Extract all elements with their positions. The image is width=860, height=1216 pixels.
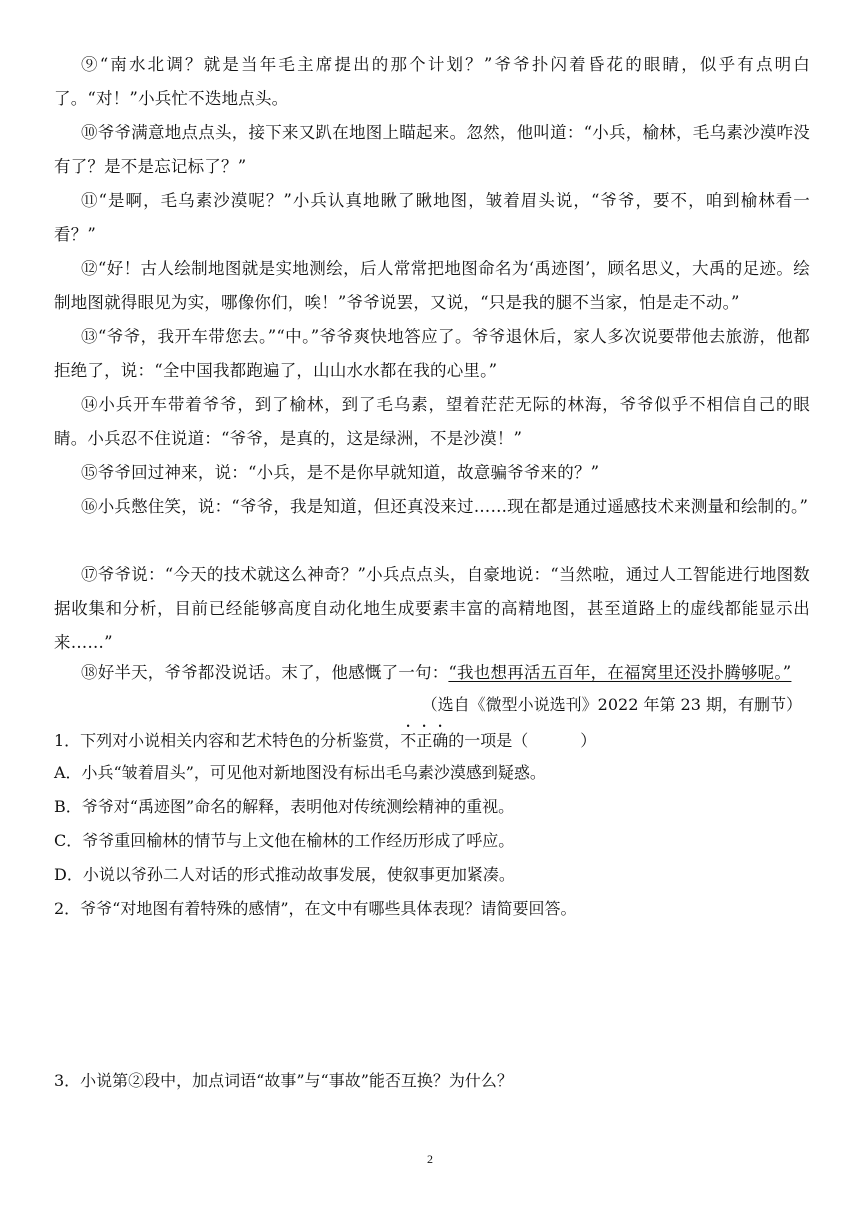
paragraph-10: ⑩爷爷满意地点点头，接下来又趴在地图上瞄起来。忽然，他叫道：“小兵，榆林，毛乌素沙漠咋没有了？是不是忘记标了？” (54, 123, 810, 176)
paragraph-15: ⑮爷爷回过神来，说：“小兵，是不是你早就知道，故意骗爷爷来的？” (81, 463, 600, 482)
question-2: 2．爷爷“对地图有着特殊的感情”，在文中有哪些具体表现？请简要回答。 (54, 899, 577, 918)
paragraph-11: ⑪“是啊，毛乌素沙漠呢？”小兵认真地瞅了瞅地图，皱着眉头说，“爷爷，要不，咱到榆林看一看？” (54, 191, 810, 244)
paragraph-16: ⑯小兵憋住笑，说：“爷爷，我是知道，但还真没来过……现在都是通过遥感技术来测量和绘制的。” (81, 497, 809, 516)
paragraph-14: ⑭小兵开车带着爷爷，到了榆林，到了毛乌素，望着茫茫无际的林海，爷爷似乎不相信自己的眼睛。小兵忍不住说道：“爷爷，是真的，这是绿洲，不是沙漠！” (54, 395, 810, 448)
question-1-option-d: D．小说以爷孙二人对话的形式推动故事发展，使叙事更加紧凑。 (54, 865, 515, 884)
paragraph-18: ⑱好半天，爷爷都没说话。末了，他感慨了一句：“我也想再活五百年，在福窝里还没扑腾够呢。” (81, 663, 792, 682)
question-1-option-b: B．爷爷对“禹迹图”命名的解释，表明他对传统测绘精神的重视。 (54, 797, 515, 816)
paragraph-17: ⑰爷爷说：“今天的技术就这么神奇？”小兵点点头，自豪地说：“当然啦，通过人工智能进行地图数据收集和分析，目前已经能够高度自动化地生成要素丰富的高精地图，甚至道路上的虚线都能显示出来……” (54, 565, 811, 652)
emphasized-word: 不正确 (400, 731, 449, 750)
paragraph-9: ⑨“南水北调？就是当年毛主席提出的那个计划？”爷爷扑闪着昏花的眼睛，似乎有点明白了。“对！”小兵忙不迭地点头。 (54, 55, 811, 108)
question-1-stem: 1．下列对小说相关内容和艺术特色的分析鉴赏，不正确的一项是（ ） (54, 731, 597, 750)
question-1-option-c: C．爷爷重回榆林的情节与上文他在榆林的工作经历形成了呼应。 (54, 831, 515, 850)
question-1-option-a: A．小兵“皱着眉头”，可见他对新地图没有标出毛乌素沙漠感到疑惑。 (54, 763, 546, 782)
underlined-quote: “我也想再活五百年，在福窝里还没扑腾够呢。” (448, 663, 792, 682)
source-citation: （选自《微型小说选刊》2022 年第 23 期，有删节） (421, 695, 802, 714)
question-3: 3．小说第②段中，加点词语“故事”与“事故”能否互换？为什么？ (54, 1071, 513, 1090)
page-number: 2 (427, 1152, 433, 1166)
paragraph-13: ⑬“爷爷，我开车带您去。”“中。”爷爷爽快地答应了。爷爷退休后，家人多次说要带他去旅游，他都拒绝了，说：“全中国我都跑遍了，山山水水都在我的心里。” (54, 327, 810, 380)
paragraph-12: ⑫“好！古人绘制地图就是实地测绘，后人常常把地图命名为‘禹迹图’，顾名思义，大禹的足迹。绘制地图就得眼见为实，哪像你们，唉！”爷爷说罢，又说，“只是我的腿不当家，怕是走不动。” (54, 259, 810, 312)
